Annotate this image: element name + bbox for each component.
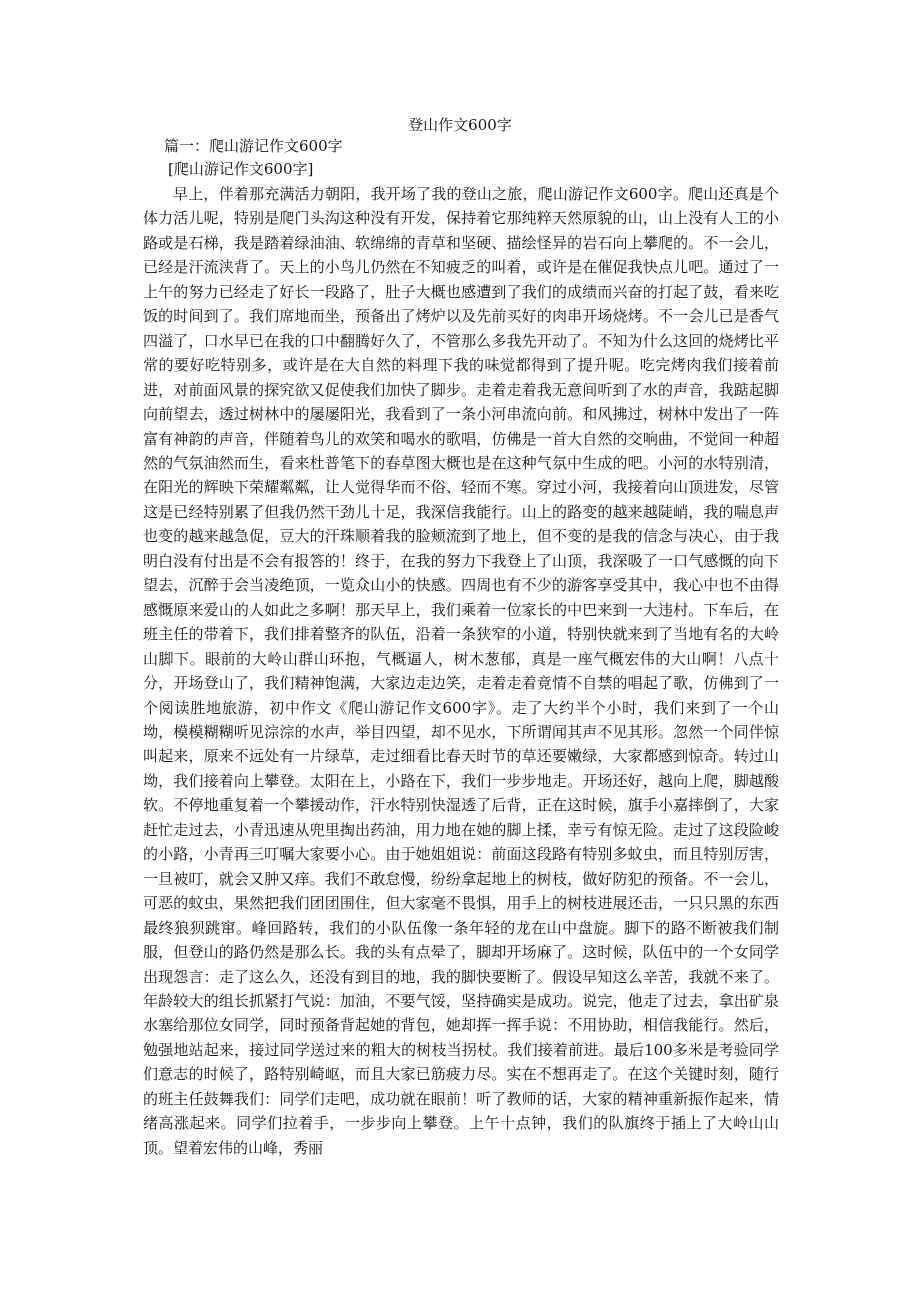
sub-heading: [爬山游记作文600字] bbox=[168, 160, 314, 178]
body-paragraph: 早上，伴着那充满活力朝阳，我开场了我的登山之旅，爬山游记作文600字。爬山还真是个体力活儿呢，特别是爬门头沟这种没有开发，保持着它那纯粹天然原貌的山，山上没有人工的小路或是石梯，我是踏着绿油油、软绵绵的青草和坚硬、描绘怪异的岩石向上攀爬的。不一会儿，已经是汗流浃背了。天上的小鸟儿仍然在不知疲乏的叫着，或许是在催促我快点儿吧。通过了一上午的努力已经走了好长一段路了，肚子大概也感遭到了我们的成绩而兴奋的打起了鼓，看来吃饭的时间到了。我们席地而坐，预备出了烤炉以及先前买好的肉串开场烧烤。不一会儿已是香气四溢了，口水早已在我的口中翻腾好久了，不管那么多我先开动了。不知为什么这回的烧烤比平常的要好吃特别多，或许是在大自然的料理下我的味觉都得到了提升呢。吃完烤肉我们接着前进，对前面风景的探究欲又促使我们加快了脚步。走着走着我无意间听到了水的声音，我踮起脚向前望去，透过树林中的屡屡阳光，我看到了一条小河串流向前。和风拂过，树林中发出了一阵富有神韵的声音，伴随着鸟儿的欢笑和喝水的歌唱，仿佛是一首大自然的交响曲，不觉间一种超然的气氛油然而生，看来杜普笔下的春草图大概也是在这种气氛中生成的吧。小河的水特别清，在阳光的辉映下荣耀粼粼，让人觉得华而不俗、轻而不寒。穿过小河，我接着向山顶进发，尽管这是已经特别累了但我仍然干劲儿十足，我深信我能行。山上的路变的越来越陡峭，我的喘息声也变的越来越急促，豆大的汗珠顺着我的脸颊流到了地上，但不变的是我的信念与决心，由于我明白没有付出是不会有报答的！终于，在我的努力下我登上了山顶，我深吸了一口气感慨的向下望去，沉醉于会当凌绝顶，一览众山小的快感。四周也有不少的游客享受其中，我心中也不由得感慨原来爱山的人如此之多啊！那天早上，我们乘着一位家长的中巴来到一大违村。下车后，在班主任的带着下，我们排着整齐的队伍，沿着一条狭窄的小道，特别快就来到了当地有名的大岭山脚下。眼前的大岭山群山环抱，气概逼人，树木葱郁，真是一座气概宏伟的大山啊！八点十分，开场登山了，我们精神饱满，大家边走边笑，走着走着竟情不自禁的唱起了歌，仿佛到了一个阅读胜地旅游，初中作文《爬山游记作文600字》。走了大约半个小时，我们来到了一个山坳，模模糊糊听见淙淙的水声，举目四望，却不见水，下所谓闻其声不见其形。忽然一个同伴惊叫起来，原来不远处有一片绿草，走过细看比春天时节的草还要嫩绿，大家都感到惊奇。转过山坳，我们接着向上攀登。太阳在上，小路在下，我们一步步地走。开场还好，越向上爬，脚越酸软。不停地重复着一个攀援动作，汗水特别快湿透了后背，正在这时候，旗手小嘉摔倒了，大家赶忙走过去，小青迅速从兜里掏出药油，用力地在她的脚上揉，幸亏有惊无险。走过了这段险峻的小路，小青再三叮嘱大家要小心。由于她姐姐说：前面这段路有特别多蚊虫，而且特别厉害，一旦被叮，就会又肿又痒。我们不敢怠慢，纷纷拿起地上的树枝，做好防犯的预备。不一会儿，可恶的蚊虫，果然把我们团团围住，但大家毫不畏惧，用手上的树枝进展还击，一只只黑的东西最终狼狈跳窜。峰回路转，我们的小队伍像一条年轻的龙在山中盘旋。脚下的路不断被我们制服，但登山的路仍然是那么长。我的头有点晕了，脚却开场麻了。这时候，队伍中的一个女同学出现怨言：走了这么久，还没有到目的地，我的脚快要断了。假设早知这么辛苦，我就不来了。年龄较大的组长抓紧打气说：加油，不要气馁，坚持确实是成功。说完，他走了过去，拿出矿泉水塞给那位女同学，同时预备背起她的背包，她却挥一挥手说：不用协助，相信我能行。然后，勉强地站起来，接过同学送过来的粗大的树枝当拐杖。我们接着前进。最后100多米是考验同学们意志的时候了，路特别崎岖，而且大家已筋疲力尽。实在不想再走了。在这个关键时刻，随行的班主任鼓舞我们：同学们走吧，成功就在眼前！听了教师的话，大家的精神重新振作起来，情绪高涨起来。同学们拉着手，一步步向上攀登。上午十点钟，我们的队旗终于插上了大岭山山顶。望着宏伟的山峰，秀丽 bbox=[143, 185, 779, 1157]
document-title: 登山作文600字 bbox=[408, 116, 512, 134]
section-heading: 篇一：爬山游记作文600字 bbox=[164, 137, 343, 155]
